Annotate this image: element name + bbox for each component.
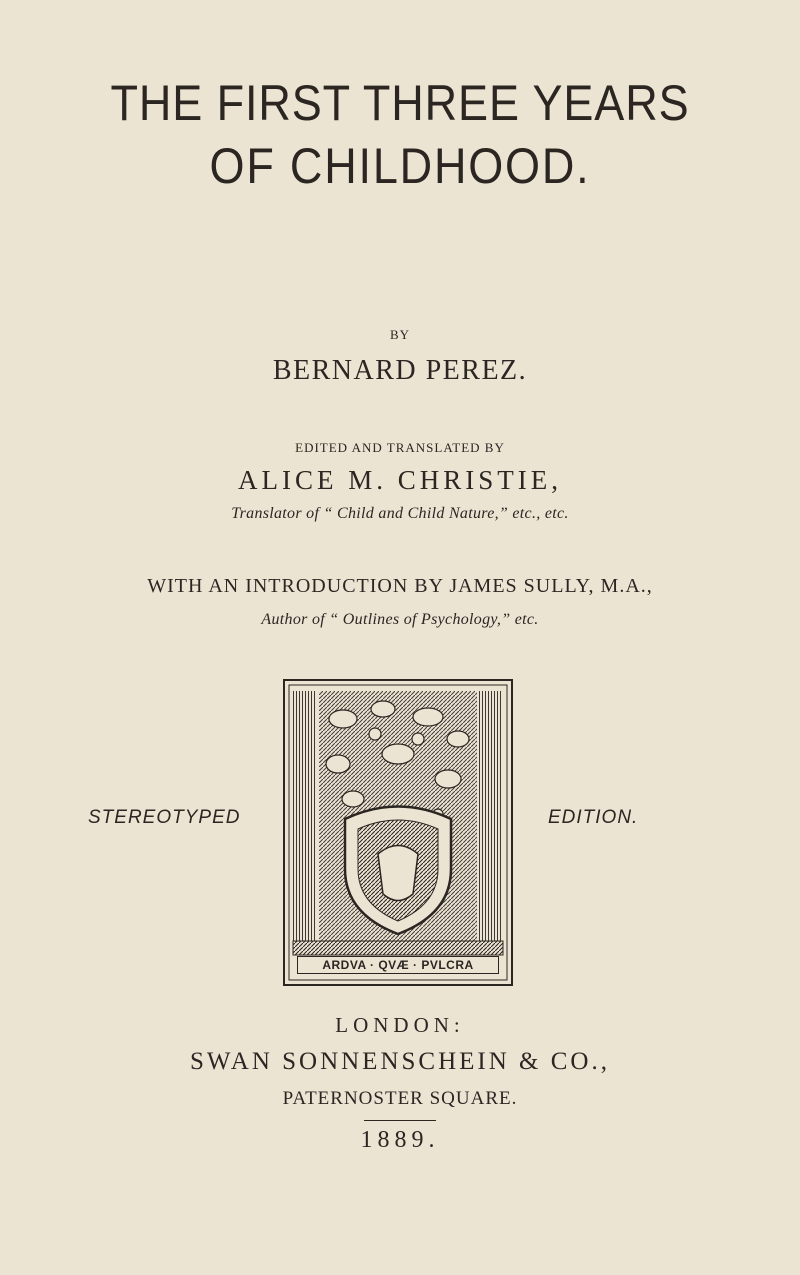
edition-left-label: STEREOTYPED (88, 807, 241, 828)
author-name: BERNARD PEREZ. (272, 355, 528, 386)
publisher-device-emblem (283, 679, 513, 986)
imprint-rule (364, 1120, 436, 1121)
imprint-publisher: SWAN SONNENSCHEIN & CO., (190, 1048, 610, 1075)
translator-name: ALICE M. CHRISTIE, (238, 465, 562, 495)
translator-credit: Translator of “ Child and Child Nature,” etc., etc. (231, 505, 569, 522)
edited-translated-label: EDITED AND TRANSLATED BY (295, 440, 505, 455)
imprint-city: LONDON: (335, 1013, 465, 1037)
imprint-year: 1889. (360, 1127, 440, 1153)
edition-right-label: EDITION. (548, 807, 639, 828)
introduction-line: WITH AN INTRODUCTION BY JAMES SULLY, M.A., (147, 575, 653, 597)
imprint-address: PATERNOSTER SQUARE. (282, 1088, 518, 1109)
book-title-line-1: THE FIRST THREE YEARS (110, 75, 690, 131)
emblem-motto: ARDVA · QVÆ · PVLCRA (297, 956, 499, 974)
book-title-line-2: OF CHILDHOOD. (209, 138, 591, 194)
introduction-credit: Author of “ Outlines of Psychology,” etc. (261, 611, 539, 628)
emblem-artwork (283, 679, 513, 986)
by-label: BY (389, 327, 411, 342)
